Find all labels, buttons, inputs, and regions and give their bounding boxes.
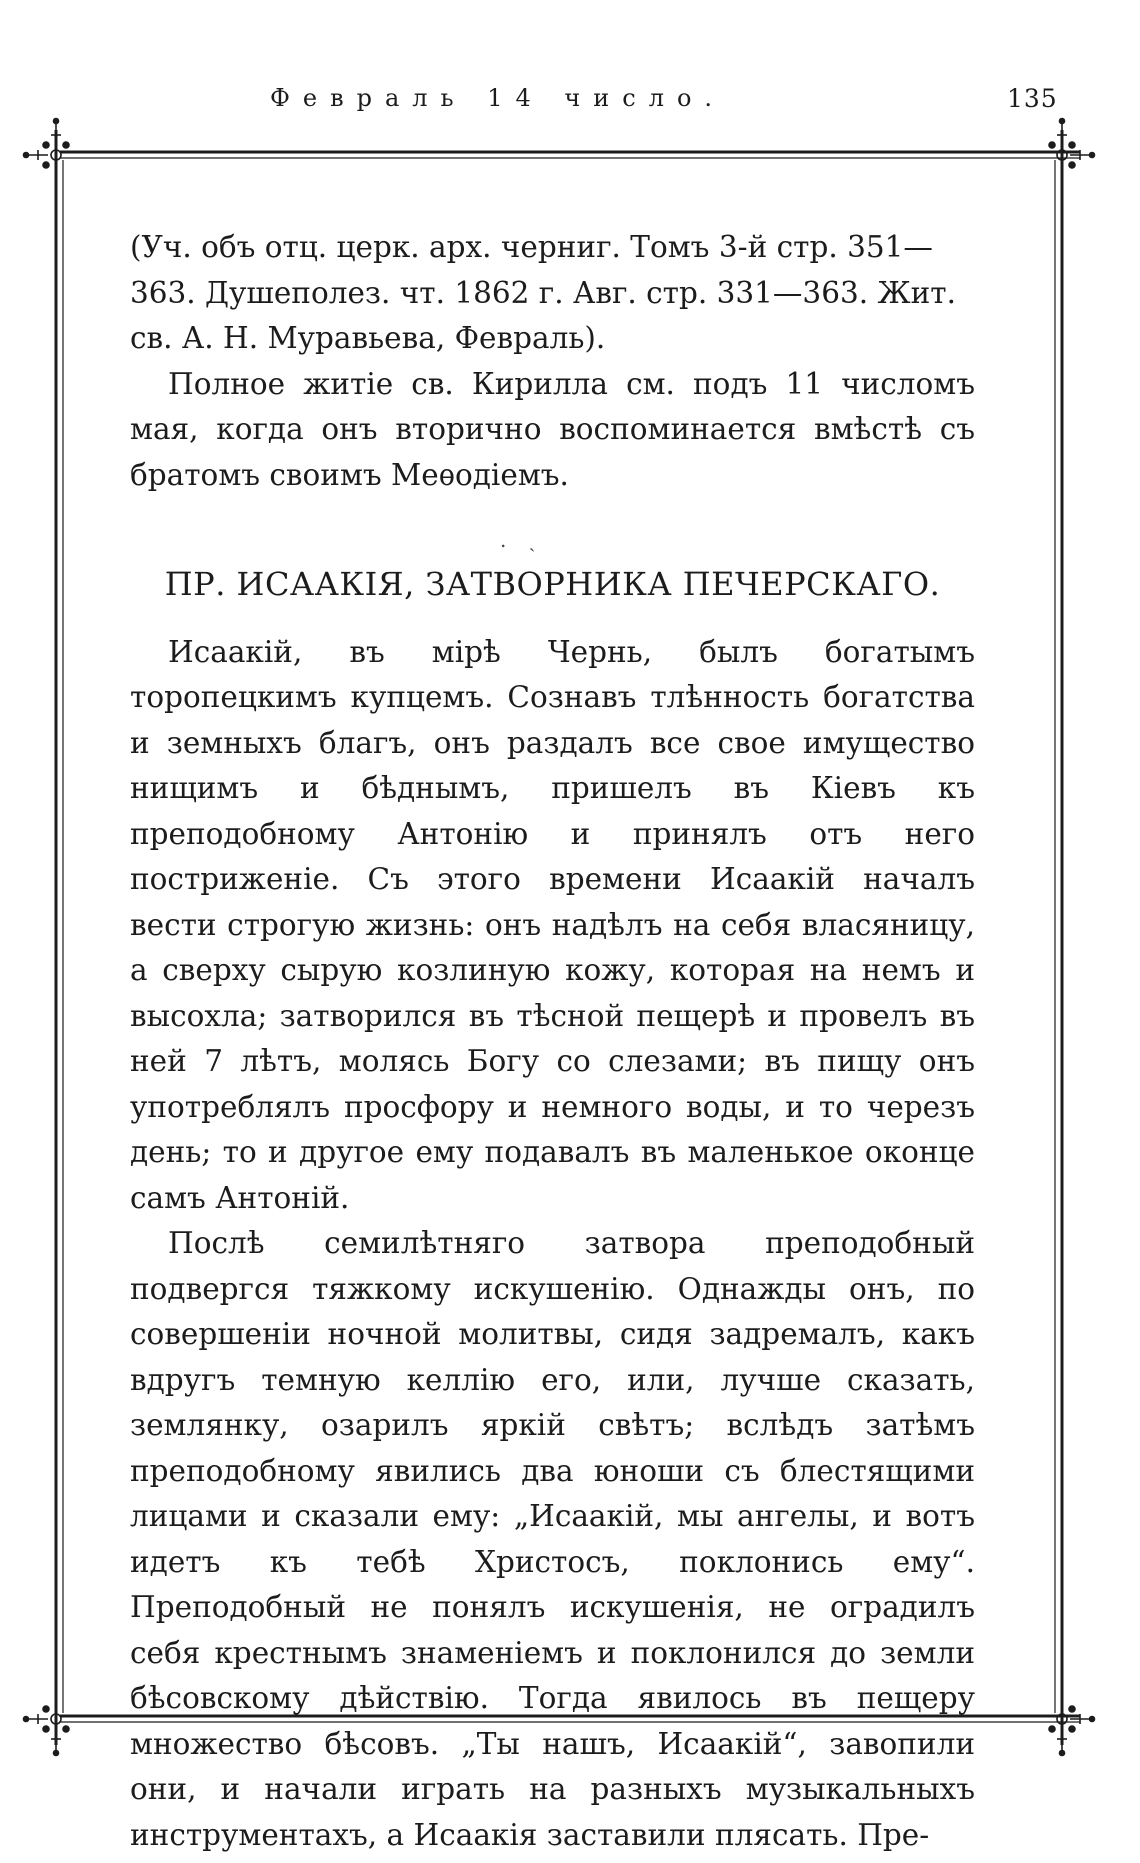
corner-ornament-icon: [1049, 119, 1095, 169]
section-divider: . ˎ: [500, 528, 544, 552]
section-heading: ПР. ИСААКІЯ, ЗАТВОРНИКА ПЕЧЕРСКАГО.: [164, 565, 941, 603]
corner-ornament-icon: [1049, 1706, 1095, 1756]
running-title: Февраль 14 число.: [270, 84, 726, 112]
body-paragraph: Исаакій, въ мірѣ Чернь, былъ богатымъ торопецкимъ купцемъ. Сознавъ тлѣнность богатства и земныхъ благъ, онъ раздалъ все свое имущество нищимъ и бѣднымъ, пришелъ въ Кіевъ къ преподобному Антонію и принялъ отъ него постриженіе. Съ этого времени Исаакій началъ вести строгую жизнь: онъ надѣлъ на себя власяницу, а сверху сырую козлиную кожу, которая на немъ и высохла; затворился въ тѣсной пещерѣ и провелъ въ ней 7 лѣтъ, молясь Богу со слезами; въ пищу онъ употреблялъ просфору и немного воды, и то черезъ день; то и другое ему подавалъ въ маленькое оконце самъ Антоній.: [130, 634, 975, 1215]
citation-line: св. А. Н. Муравьева, Февраль).: [130, 321, 606, 355]
corner-ornament-icon: [24, 119, 70, 169]
corner-ornament-icon: [24, 1706, 70, 1756]
citation-line: 363. Душеполез. чт. 1862 г. Авг. стр. 331—363. Жит.: [130, 275, 956, 310]
page-body: [130, 225, 975, 1858]
page-number: 135: [1007, 84, 1058, 113]
note-paragraph: Полное житіе св. Кирилла см. подъ 11 числомъ мая, когда онъ вторично воспоминается вмѣстѣ съ братомъ своимъ Меѳодіемъ.: [130, 366, 975, 492]
reference-citation: [130, 225, 975, 362]
citation-line: (Уч. объ отц. церк. арх. черниг. Томъ 3-й стр. 351—: [130, 230, 933, 264]
body-paragraph: Послѣ семилѣтняго затвора преподобный подвергся тяжкому искушенію. Однажды онъ, по совершеніи ночной молитвы, сидя задремалъ, какъ вдругъ темную келлію его, или, лучше сказать, землянку, озарилъ яркій свѣтъ; вслѣдъ затѣмъ преподобному явились два юноши съ блестящими лицами и сказали ему: „Исаакій, мы ангелы, и вотъ идетъ къ тебѣ Христосъ, поклонись ему“. Преподобный не понялъ искушенія, не оградилъ себя крестнымъ знаменіемъ и поклонился до земли бѣсовскому дѣйствію. Тогда явилось въ пещеру множество бѣсовъ. „Ты нашъ, Исаакій“, завопили они, и начали играть на разныхъ музыкальныхъ инструментахъ, а Исаакія заставили плясать. Пре-: [130, 1226, 975, 1852]
